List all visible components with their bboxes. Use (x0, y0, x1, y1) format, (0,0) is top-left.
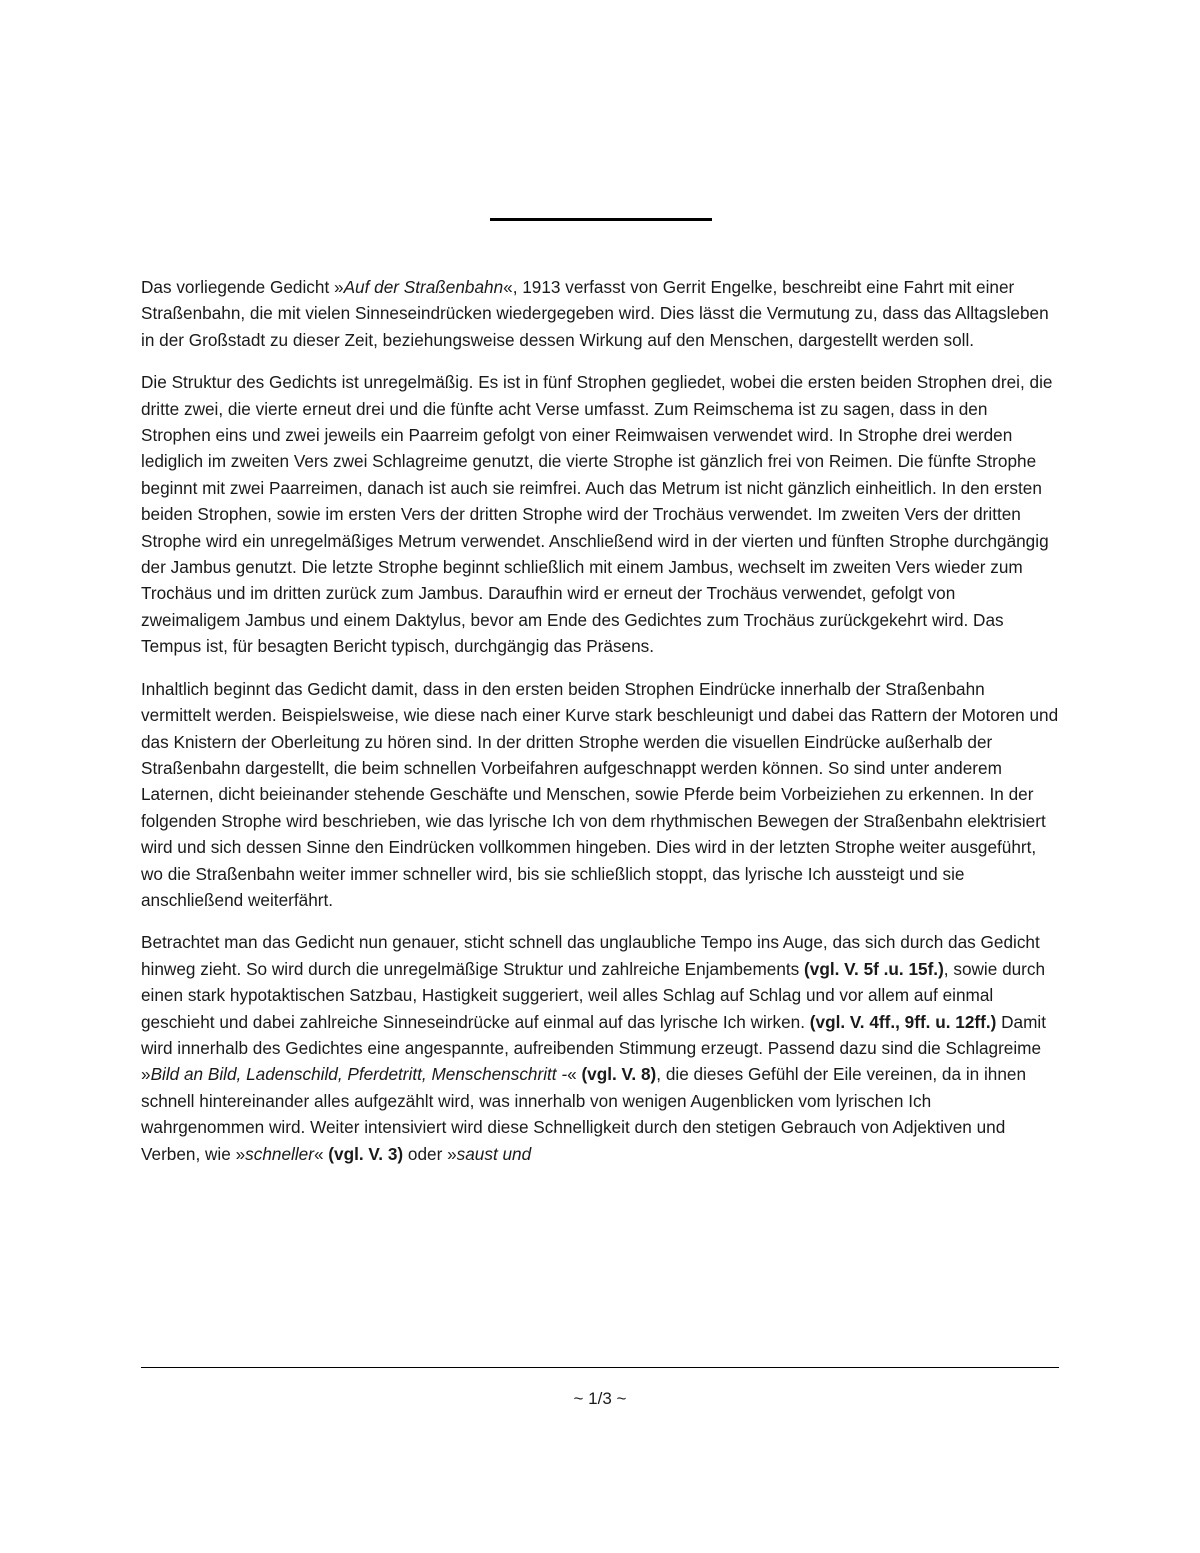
poem-title: Auf der Straßenbahn (343, 277, 504, 297)
text-segment: Inhaltlich beginnt das Gedicht damit, dass in den ersten beiden Strophen Eindrücke innerhalb der Straßenbahn vermittelt werden. Beispielsweise, wie diese nach einer Kurve stark beschleunigt und dabei das Rattern der Motoren und das Knistern der Oberleitung zu hören sind. In der dritten Strophe werden die visuellen Eindrücke außerhalb der Straßenbahn dargestellt, die beim schnellen Vorbeifahren aufgeschnappt werden können. So sind unter anderem Laternen, dicht beieinander stehende Geschäfte und Menschen, sowie Pferde beim Vorbeiziehen zu erkennen. In der folgenden Strophe wird beschrieben, wie das lyrische Ich von dem rhythmischen Bewegen der Straßenbahn elektrisiert wird und sich dessen Sinne den Eindrücken vollkommen hingeben. Dies wird in der letzten Strophe weiter ausgeführt, wo die Straßenbahn weiter immer schneller wird, bis sie schließlich stoppt, das lyrische Ich aussteigt und sie anschließend weiterfährt. (141, 678, 1059, 910)
paragraph-analysis (141, 929, 1059, 1167)
quote: schneller (245, 1143, 314, 1164)
text-segment: , sowie durch einen stark hypotaktischen Satzbau, Hastigkeit suggeriert, weil alles Schlag auf Schlag und vor allem auf einmal geschieht und dabei zahlreiche Sinneseindrücke auf einmal auf das lyrische Ich wirken. (141, 958, 1046, 1032)
citation: (vgl. V. 4ff., 9ff. u. 12ff.) (809, 1011, 997, 1032)
quote: saust und (456, 1143, 532, 1164)
text-segment: , die dieses Gefühl der Eile vereinen, da in ihnen schnell hintereinander alles aufgezählt wird, was innerhalb von wenigen Augenblicken vom lyrischen Ich wahrgenommen wird. Weiter intensiviert wird diese Schnelligkeit durch den stetigen Gebrauch von Adjektiven und Verben, wie » (141, 1064, 1027, 1164)
paragraph-content (141, 676, 1059, 914)
citation: (vgl. V. 8) (581, 1064, 657, 1085)
footer-rule (141, 1367, 1059, 1368)
text-segment: Damit wird innerhalb des Gedichtes eine angespannte, aufreibenden Stimmung erzeugt. Passend dazu sind die Schlagreime » (141, 1011, 1047, 1085)
document-body (141, 274, 1059, 1167)
header-rule (490, 218, 712, 221)
quote: Bild an Bild, Ladenschild, Pferdetritt, Menschenschritt - (150, 1064, 568, 1085)
paragraph-intro (141, 274, 1059, 353)
citation: (vgl. V. 3) (328, 1143, 404, 1164)
text-segment: Die Struktur des Gedichts ist unregelmäßig. Es ist in fünf Strophen gegliedet, wobei die ersten beiden Strophen drei, die dritte zwei, die vierte erneut drei und die fünfte acht Verse umfasst. Zum Reimschema ist zu sagen, dass in den Strophen eins und zwei jeweils ein Paarreim gefolgt von einer Reimwaisen verwendet wird. In Strophe drei werden lediglich im zweiten Vers zwei Schlagreime genutzt, die vierte Strophe ist gänzlich frei von Reimen. Die fünfte Strophe beginnt mit zwei Paarreimen, danach ist auch sie reimfrei. Auch das Metrum ist nicht gänzlich einheitlich. In den ersten beiden Strophen, sowie im ersten Vers der dritten Strophe wird der Trochäus verwendet. Im zweiten Vers der dritten Strophe wird ein unregelmäßiges Metrum verwendet. Anschließend wird in der vierten und fünften Strophe durchgängig der Jambus genutzt. Die letzte Strophe beginnt schließlich mit einem Jambus, wechselt im zweiten Vers wieder zum Trochäus und im dritten zurück zum Jambus. Daraufhin wird er erneut der Trochäus verwendet, gefolgt von zweimaligem Jambus und einem Daktylus, bevor am Ende des Gedichtes zum Trochäus zurückgekehrt wird. Das Tempus ist, für besagten Bericht typisch, durchgängig das Präsens. (141, 372, 1053, 657)
text-segment: « (313, 1143, 329, 1164)
text-segment: Das vorliegende Gedicht » (141, 277, 344, 297)
citation: (vgl. V. 5f .u. 15f.) (804, 958, 944, 979)
text-segment: « (567, 1064, 582, 1085)
text-segment: oder » (403, 1143, 457, 1164)
text-segment: «, 1913 verfasst von Gerrit Engelke, beschreibt eine Fahrt mit einer Straßenbahn, die mit vielen Sinneseindrücken wiedergegeben wird. Dies lässt die Vermutung zu, dass das Alltagsleben in der Großstadt zu dieser Zeit, beziehungsweise dessen Wirkung auf den Menschen, dargestellt werden soll. (141, 277, 1049, 350)
text-segment: Betrachtet man das Gedicht nun genauer, sticht schnell das unglaubliche Tempo ins Auge, das sich durch das Gedicht hinweg zieht. So wird durch die unregelmäßige Struktur und zahlreiche Enjambements (141, 932, 1040, 979)
page-number: ~ 1/3 ~ (573, 1389, 627, 1408)
paragraph-structure (141, 369, 1059, 659)
